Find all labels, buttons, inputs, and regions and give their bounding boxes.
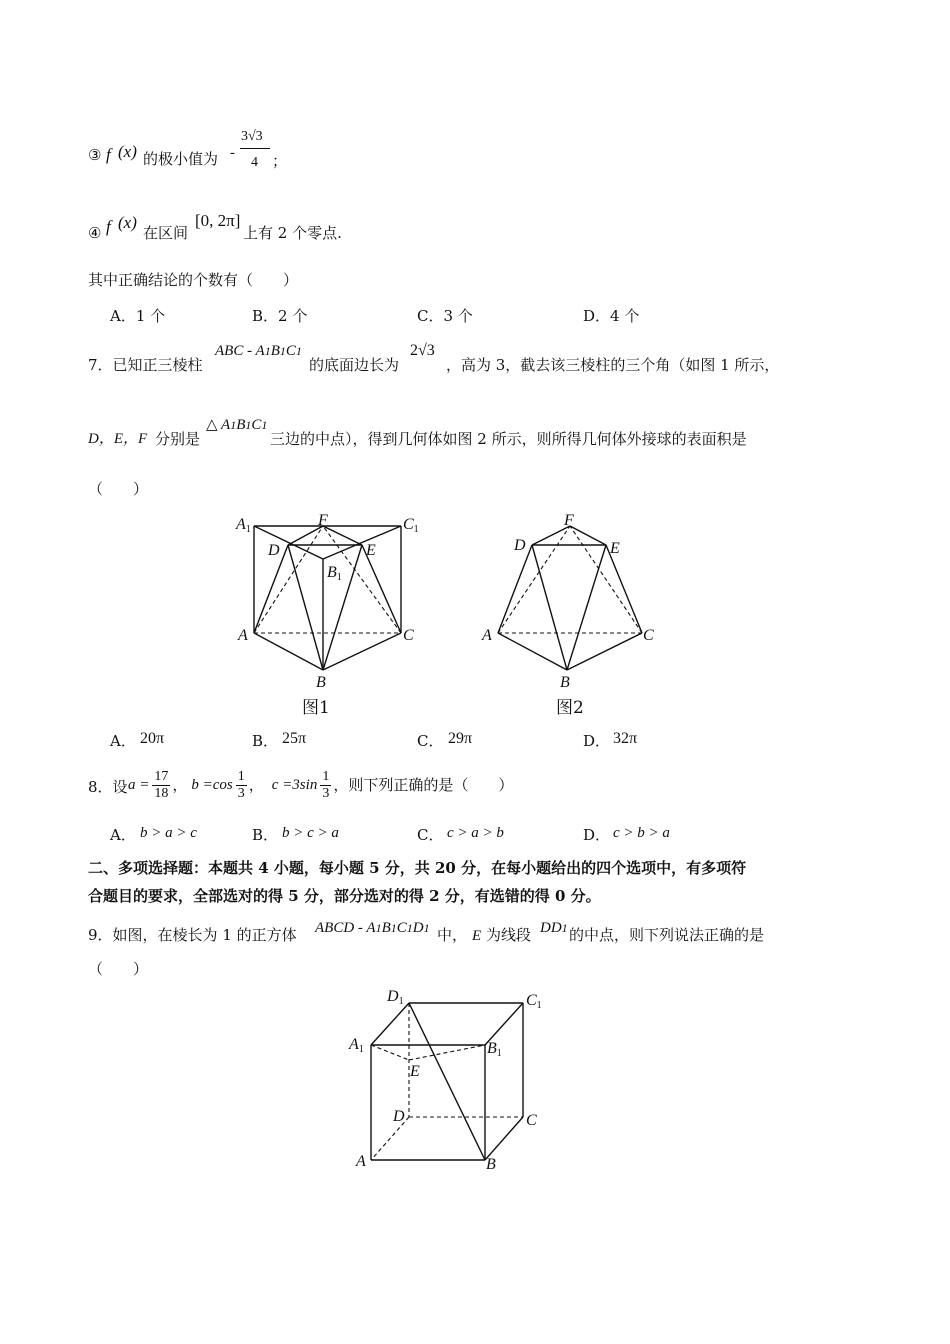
item-3-tail: ； [272,152,288,170]
q9-cube-figure [0,985,950,1185]
section-2-heading-line-2: 合题目的要求，全部选对的得 5 分，部分选对的得 2 分，有选错的得 0 分。 [88,887,601,905]
fig2-label-c: C [643,627,654,644]
q9-text-4: 的中点，则下列说法正确的是 [569,926,765,944]
q9-e: E [472,928,482,944]
q7-text-3: ，高为 3，截去该三棱柱的三个角（如图 1 所示， [446,356,780,374]
q7-paren: （ ） [88,480,149,498]
item-3-den: 4 [251,155,258,170]
figure-2-labels [481,512,654,718]
q9-number: 9．如图，在棱长为 1 的正方体 [88,926,297,944]
cube-visible-edges [371,1003,523,1160]
q8-choice-a-value: b > a > c [140,825,197,841]
fig2-label-f: F [564,512,574,529]
q8-choice-a[interactable]: A． [110,826,136,844]
q6-choice-a[interactable]: A．1 个 [110,307,166,325]
item-4-pre: 在区间 [143,224,189,242]
q7-figures [0,505,950,735]
q7-choice-b[interactable]: B． [252,732,279,750]
q7-choice-b-value: 25π [282,730,307,747]
q7-side: 2√3 [410,342,435,359]
fig2-label-e: E [610,540,620,557]
fig2-label-a: A [482,627,492,644]
item-4-interval: [0, 2π] [195,211,241,230]
item-4: ④ [88,224,102,242]
fig2-label-b: B [560,674,570,691]
q8-choice-d-value: c > b > a [613,825,670,841]
figure-2-caption: 图2 [556,698,584,718]
label-f: F [318,512,328,529]
q7-choice-a[interactable]: A． [110,732,136,750]
item-3-bar [240,148,270,149]
label-d: D [268,542,280,559]
q7-choice-c[interactable]: C． [417,732,444,750]
q8-choice-d[interactable]: D． [583,826,611,844]
q7-def-points: D，E，F [88,431,148,447]
item-4-func: f [106,217,111,236]
q7-prism: ABC - A1B1C1 [215,343,302,359]
q6-choice-d[interactable]: D．4 个 [583,307,640,325]
cube-label-d: D [393,1108,405,1125]
q9-text-2: 中， [437,926,468,944]
q6-choice-b[interactable]: B．2 个 [252,307,308,325]
label-b1: B1 [327,564,342,583]
item-3-sign: - [230,145,235,161]
item-3-text: 的极小值为 [143,150,219,168]
q7-line2-a: 分别是 [155,430,201,448]
fig2-label-d: D [514,537,526,554]
label-c: C [403,627,414,644]
cube-label-a1: A1 [349,1036,364,1055]
cube-label-d1: D1 [387,988,404,1007]
q9-text-3: 为线段 [486,926,532,944]
cube-labels [348,988,542,1173]
label-e: E [366,542,376,559]
item-4-post: 上有 2 个零点. [243,224,342,242]
figure-1-labels [235,512,419,718]
q7-triangle: △ A1B1C1 [206,417,268,433]
cube-label-c1: C1 [526,992,542,1011]
q9-segment: DD1 [540,920,568,936]
q6-choice-c[interactable]: C．3 个 [417,307,473,325]
q7-choice-a-value: 20π [140,730,165,747]
q8-choice-c-value: c > a > b [447,825,504,841]
item-3-num: 3√3 [241,129,263,144]
q8-choice-b-value: b > c > a [282,825,339,841]
q7-choice-d-value: 32π [613,730,638,747]
q7-text-2: 的底面边长为 [309,356,400,374]
q8-expression: a = $\frac{17}{18}$ ， b =cos $\frac{1}{3}$ ， c =3sin $\frac{1}{3}$ ，则下列正确的是（ ） [128,769,514,801]
q8-choice-b[interactable]: B． [252,826,279,844]
item-3-func: f [106,145,111,164]
q7-choice-d[interactable]: D． [583,732,611,750]
label-a: A [238,627,248,644]
label-c1: C1 [403,516,419,535]
cube-label-e: E [410,1063,420,1080]
label-a1: A1 [236,516,251,535]
cube-label-c: C [526,1112,537,1129]
q6-question-tail: 其中正确结论的个数有（ ） [88,271,299,289]
q8-choice-c[interactable]: C． [417,826,444,844]
q7-number: 7．已知正三棱柱 [88,356,203,374]
q9-paren: （ ） [88,960,149,978]
q9-cube: ABCD - A1B1C1D1 [315,920,430,936]
q7-choice-c-value: 29π [448,730,473,747]
q8-number: 8．设 [88,778,128,796]
figure-1-caption: 图1 [302,698,330,718]
cube-label-b: B [486,1156,496,1173]
item-3: ③ [88,146,102,164]
section-2-heading-line-1: 二、多项选择题：本题共 4 小题，每小题 5 分，共 20 分，在每小题给出的四个选项中，有多项符 [88,859,747,877]
cube-label-a: A [356,1153,366,1170]
cube-label-b1: B1 [487,1040,502,1059]
item-4-arg: (x) [118,213,137,232]
item-3-arg: (x) [118,142,137,161]
label-b: B [316,674,326,691]
q7-line2-b: 三边的中点），得到几何体如图 2 所示，则所得几何体外接球的表面积是 [270,430,747,448]
